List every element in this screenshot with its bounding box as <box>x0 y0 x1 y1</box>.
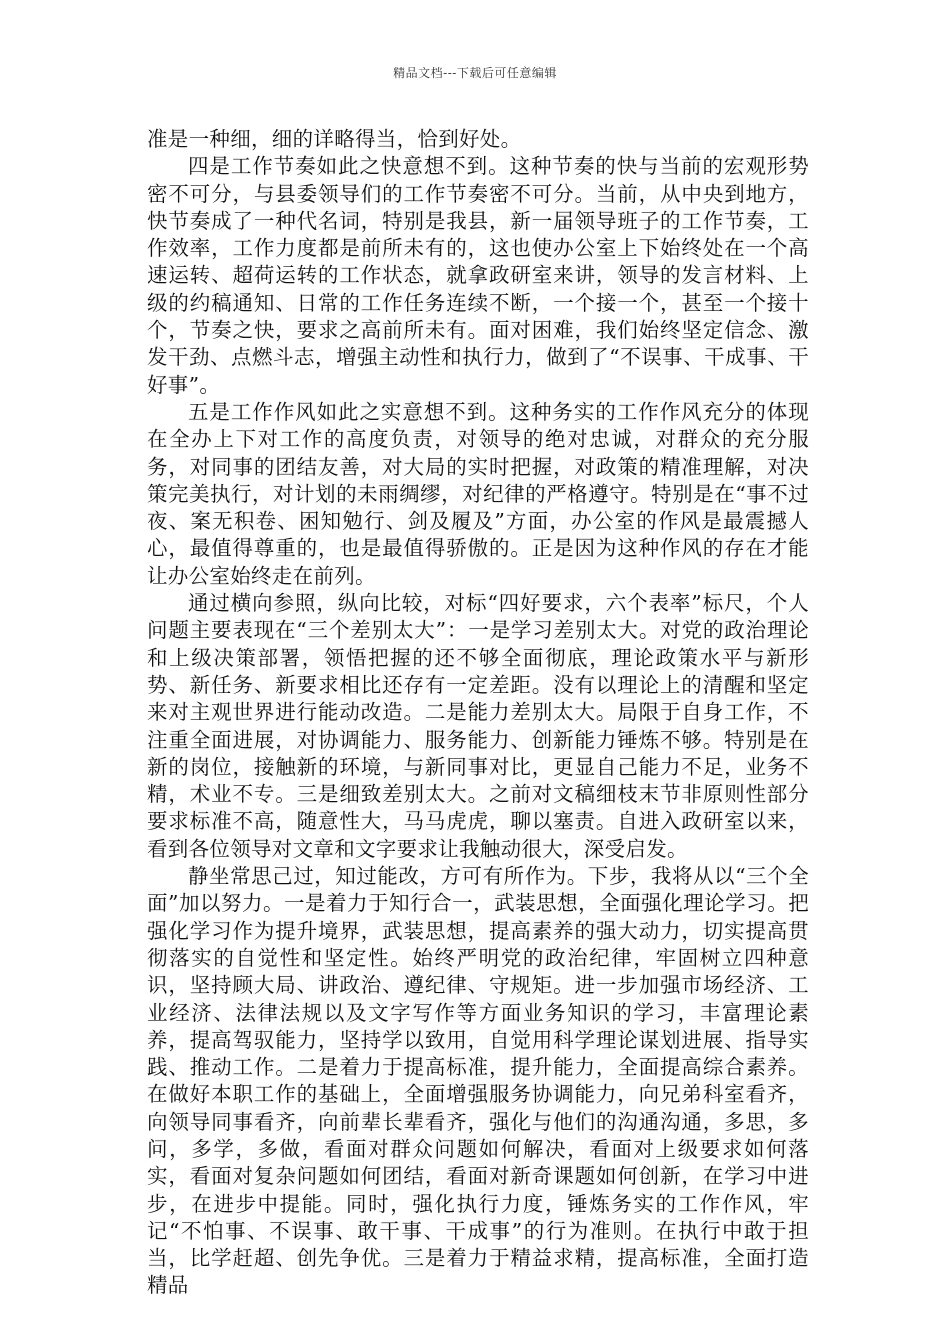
paragraph-work-pace: 四是工作节奏如此之快意想不到。这种节奏的快与当前的宏观形势密不可分，与县委领导们的工作节奏密不可分。当前，从中央到地方，快节奏成了一种代名词，特别是我县，新一届领导班子的工作节奏，工作效率，工作力度都是前所未有的，这也使办公室上下始终处在一个高速运转、超荷运转的工作状态，就拿政研室来讲，领导的发言材料、上级的约稿通知、日常的工作任务连续不断，一个接一个，甚至一个接十个，节奏之快，要求之高前所未有。面对困难，我们始终坚定信念、激发干劲、点燃斗志，增强主动性和执行力，做到了“不误事、干成事、干好事”。 <box>147 154 809 397</box>
paragraph-improvement-plan: 静坐常思己过，知过能改，方可有所作为。下步，我将从以“三个全面”加以努力。一是着力于知行合一，武装思想，全面强化理论学习。把强化学习作为提升境界，武装思想，提高素养的强大动力，切实提高贯彻落实的自觉性和坚定性。始终严明党的政治纪律，牢固树立四种意识，坚持顾大局、讲政治、遵纪律、守规矩。进一步加强市场经济、工业经济、法律法规以及文字写作等方面业务知识的学习，丰富理论素养，提高驾驭能力，坚持学以致用，自觉用科学理论谋划进展、指导实践、推动工作。二是着力于提高标准，提升能力，全面提高综合素养。在做好本职工作的基础上，全面增强服务协调能力，向兄弟科室看齐，向领导同事看齐，向前辈长辈看齐，强化与他们的沟通沟通，多思，多问，多学，多做，看面对群众问题如何解决，看面对上级要求如何落实，看面对复杂问题如何团结，看面对新奇课题如何创新，在学习中进步，在进步中提能。同时，强化执行力度，锤炼务实的工作作风，牢记“不怕事、不误事、敢干事、干成事”的行为准则。在执行中敢于担当，比学赶超、创先争优。三是着力于精益求精，提高标准，全面打造精品 <box>147 864 809 1298</box>
document-body <box>147 126 809 1300</box>
paragraph-continuation: 准是一种细，细的详略得当，恰到好处。 <box>147 127 522 151</box>
paragraph-work-style: 五是工作作风如此之实意想不到。这种务实的工作作风充分的体现在全办上下对工作的高度负责，对领导的绝对忠诚，对群众的充分服务，对同事的团结友善，对大局的实时把握，对政策的精准理解，对决策完美执行，对计划的未雨绸缪，对纪律的严格遵守。特别是在“事不过夜、案无积卷、困知勉行、剑及履及”方面，办公室的作风是最震撼人心，最值得尊重的，也是最值得骄傲的。正是因为这种作风的存在才能让办公室始终走在前列。 <box>147 399 809 588</box>
page-header: 精品文档---下载后可任意编辑 <box>393 66 557 80</box>
paragraph-personal-problems: 通过横向参照，纵向比较，对标“四好要求，六个表率”标尺，个人问题主要表现在“三个差别太大”：一是学习差别太大。对党的政治理论和上级决策部署，领悟把握的还不够全面彻底，理论政策水平与新形势、新任务、新要求相比还存有一定差距。没有以理论上的清醒和坚定来对主观世界进行能动改造。二是能力差别太大。局限于自身工作，不注重全面进展，对协调能力、服务能力、创新能力锤炼不够。特别是在新的岗位，接触新的环境，与新同事对比，更显自己能力不足，业务不精，术业不专。三是细致差别太大。之前对文稿细枝末节非原则性部分要求标准不高，随意性大，马马虎虎，聊以塞责。自进入政研室以来，看到各位领导对文章和文字要求让我触动很大，深受启发。 <box>147 591 809 861</box>
